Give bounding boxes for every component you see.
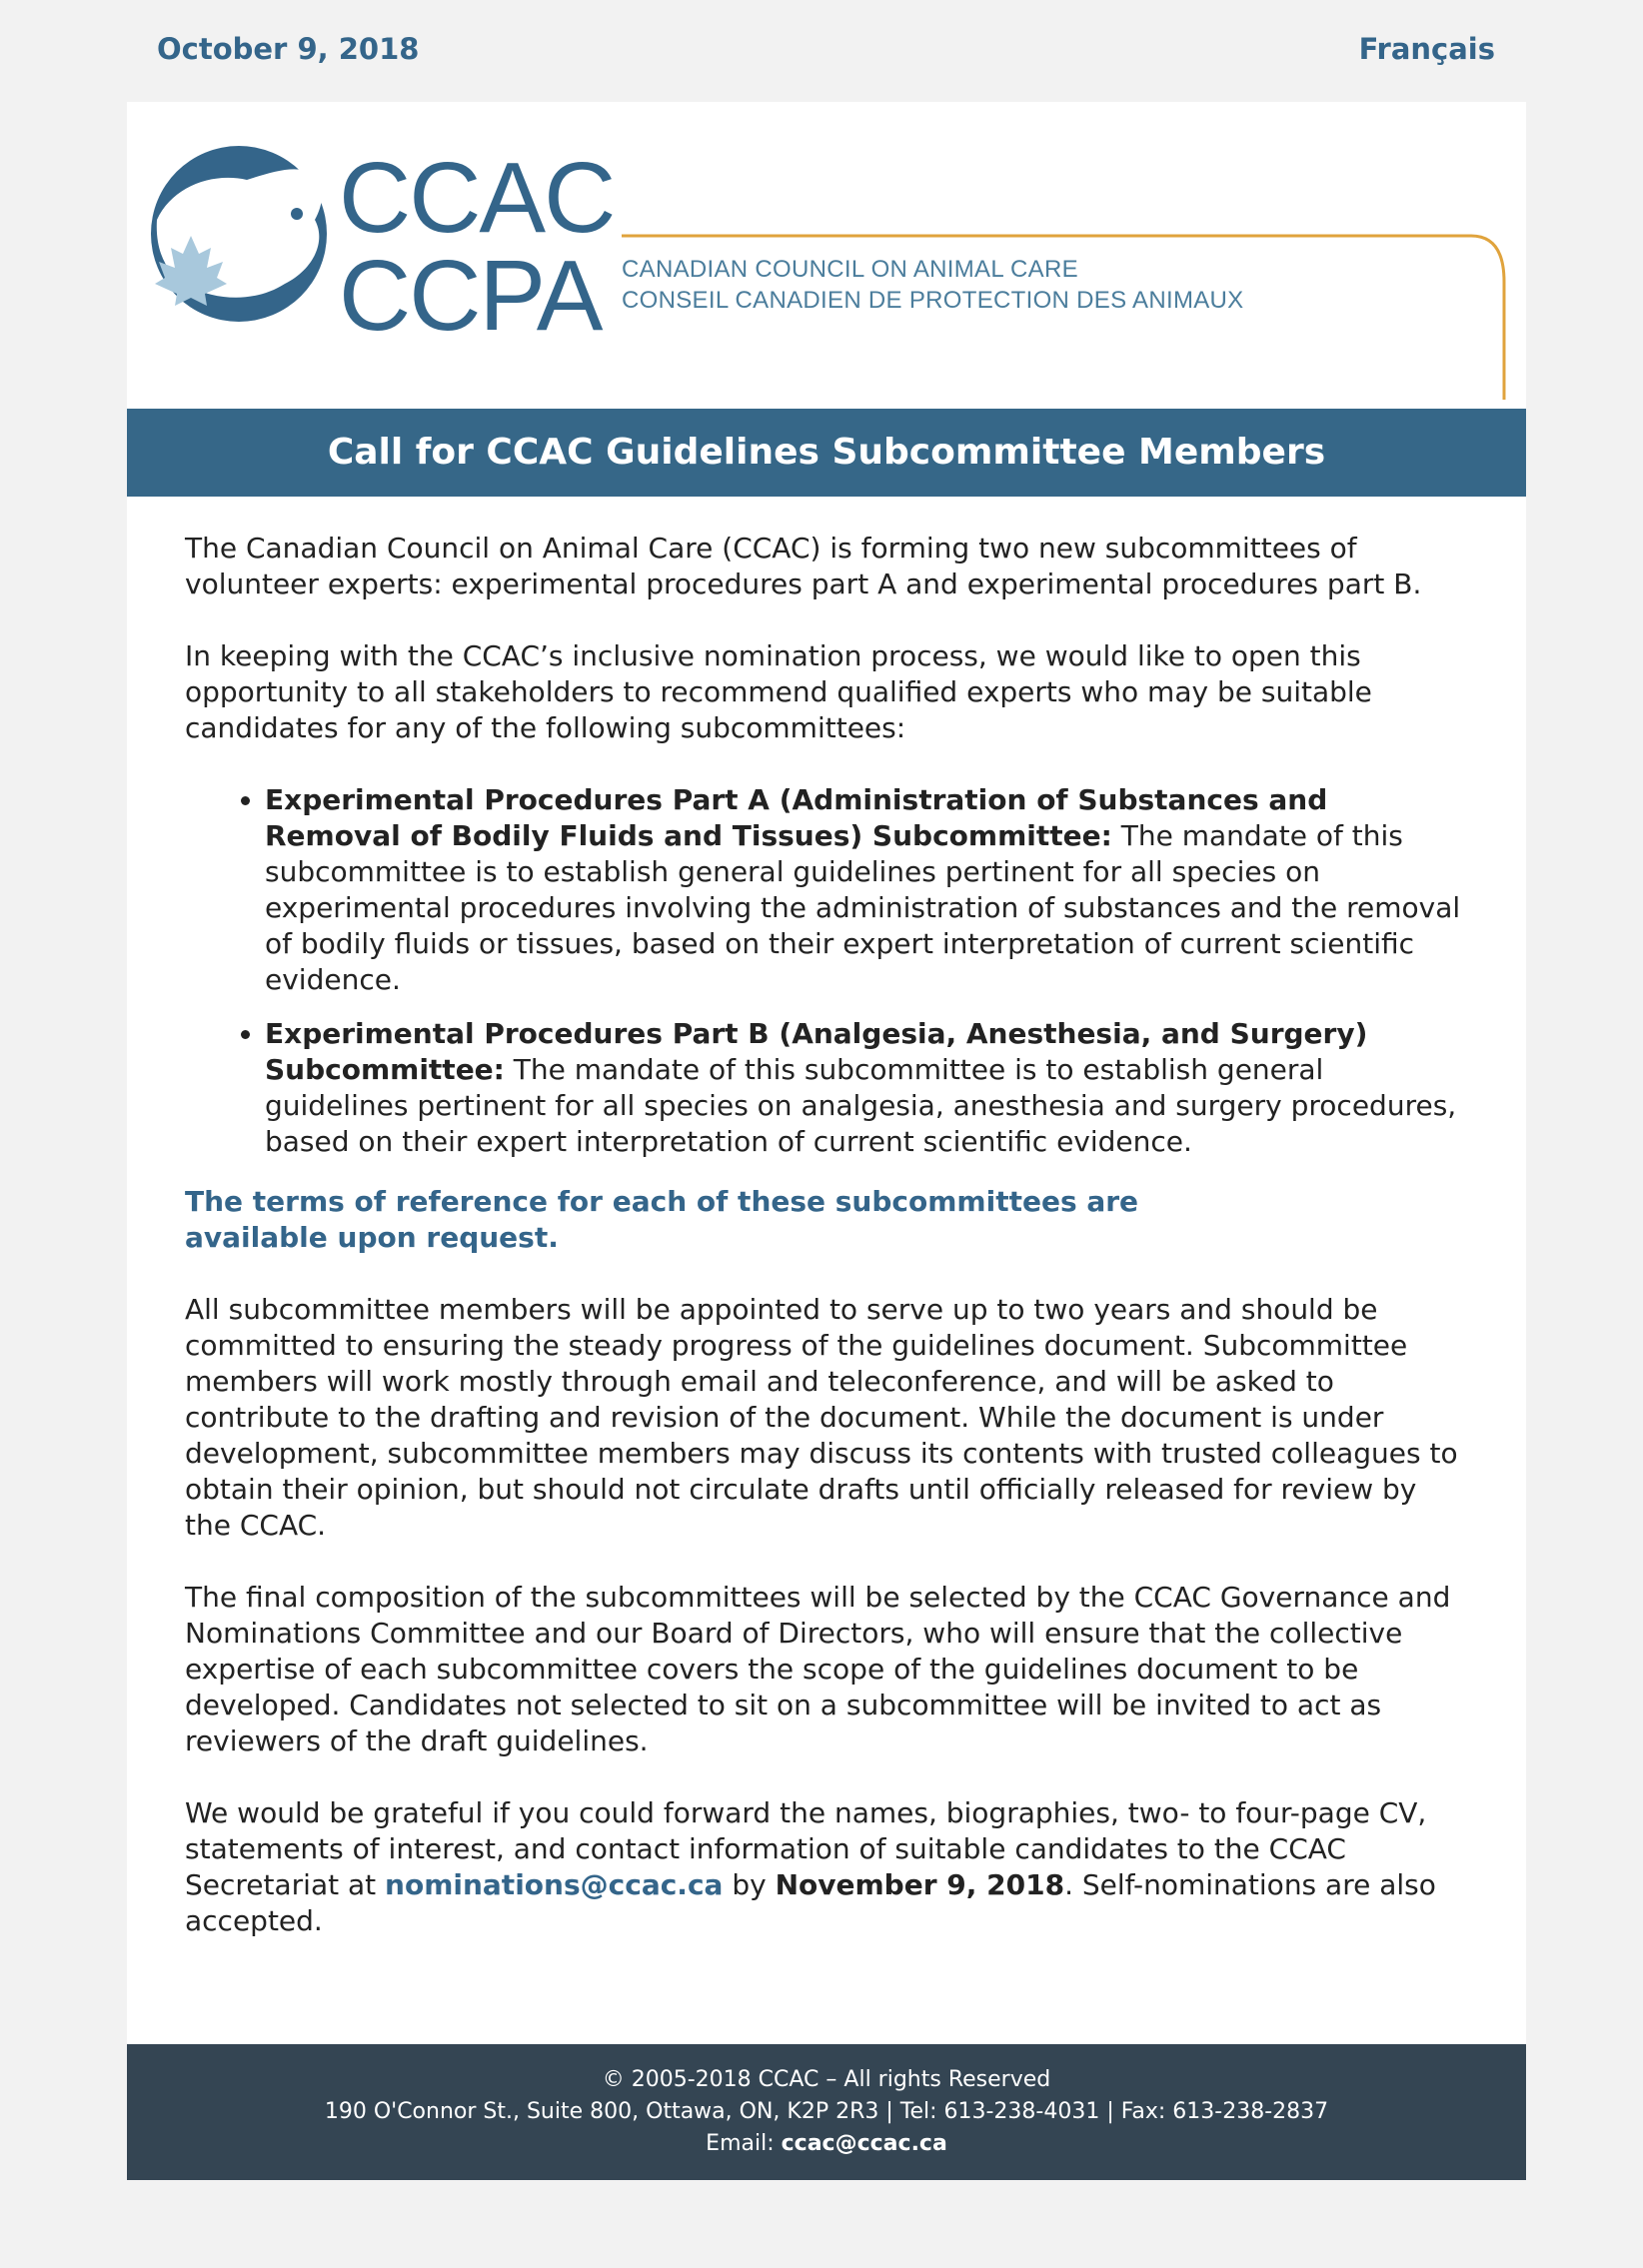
footer-address: 190 O'Connor St., Suite 800, Ottawa, ON, K2P 2R3 | Tel: 613-238-4031 | Fax: 613-238-2837: [324, 2099, 1329, 2124]
email-card: [127, 102, 1526, 2180]
request-closing: . Self-nominations are also accepted.: [185, 1868, 1436, 1937]
intro-paragraph: The Canadian Council on Animal Care (CCAC) is forming two new subcommittees of volunteer experts: experimental procedures part A and experimental procedures part B.: [185, 532, 1422, 600]
council-name-en: CANADIAN COUNCIL ON ANIMAL CARE: [622, 256, 1078, 283]
nominations-email-link[interactable]: nominations@ccac.ca: [385, 1868, 724, 1901]
subcommittee-item-part-a: [265, 782, 1468, 998]
council-name-fr: CONSEIL CANADIEN DE PROTECTION DES ANIMAUX: [622, 287, 1244, 314]
footer-copyright: © 2005-2018 CCAC – All rights Reserved: [602, 2067, 1051, 2092]
appointment-paragraph: All subcommittee members will be appointed to serve up to two years and should be committed to ensuring the steady progress of the guidelines document. Subcommittee members will work mostly through email and teleconference, and will be asked to contribute to the drafting and revision of the document. While the document is under development, subcommittee members may discuss its contents with trusted colleagues to obtain their opinion, but should not circulate drafts until officially released for review by the CCAC.: [185, 1293, 1458, 1542]
subcommittee-title: Experimental Procedures Part A (Administration of Substances and Removal of Bodily Fluids and Tissues) Subcommittee:: [265, 783, 1328, 852]
selection-paragraph: The final composition of the subcommittees will be selected by the CCAC Governance and Nominations Committee and our Board of Directors, who will ensure that the collective expertise of each subcommittee covers the scope of the guidelines document to be developed. Candidates not selected to sit on a subcommittee will be invited to act as reviewers of the draft guidelines.: [185, 1581, 1451, 1757]
footer-email-line: [127, 2128, 1526, 2160]
deadline-date: November 9, 2018: [775, 1868, 1065, 1901]
logo-wordmark: [339, 142, 615, 352]
subcommittee-title: Experimental Procedures Part B (Analgesia, Anesthesia, and Surgery) Subcommittee:: [265, 1017, 1368, 1086]
council-name: [622, 254, 1243, 316]
language-link-french[interactable]: Français: [1358, 32, 1495, 66]
terms-of-reference-note: [185, 1184, 1468, 1256]
subcommittee-item-part-b: [265, 1016, 1468, 1160]
footer-email-label: Email:: [706, 2131, 782, 2156]
logo-header: [127, 102, 1526, 409]
subcommittee-description: The mandate of this subcommittee is to establish general guidelines pertinent for all species on analgesia, anesthesia and surgery procedures, based on their expert interpretation of current scientific evidence.: [265, 1053, 1457, 1158]
subcommittee-list: [185, 782, 1468, 1160]
subcommittee-description: The mandate of this subcommittee is to establish general guidelines pertinent for all species on experimental procedures involving the administration of substances and the removal of bodily fluids or tissues, based on their expert interpretation of current scientific evidence.: [265, 819, 1461, 996]
nomination-paragraph: In keeping with the CCAC’s inclusive nomination process, we would like to open this opportunity to all stakeholders to recommend qualified experts who may be suitable candidates for any of the following subcommittees:: [185, 639, 1372, 744]
title-banner: Call for CCAC Guidelines Subcommittee Members: [127, 409, 1526, 497]
logo-ccpa: CCPA: [339, 240, 602, 352]
logo-ccac: CCAC: [339, 142, 615, 254]
footer-email-link[interactable]: ccac@ccac.ca: [781, 2131, 947, 2156]
newsletter-date: October 9, 2018: [157, 32, 420, 66]
email-body: [127, 497, 1526, 1939]
request-by: by: [723, 1868, 776, 1901]
top-bar: [0, 0, 1643, 102]
terms-text: The terms of reference for each of these subcommittees are available upon request.: [185, 1185, 1139, 1254]
footer: [127, 2044, 1526, 2180]
request-paragraph: [185, 1795, 1468, 1939]
request-text: We would be grateful if you could forward the names, biographies, two- to four-page CV, statements of interest, and contact information of suitable candidates to the CCAC Secretariat at: [185, 1796, 1427, 1901]
